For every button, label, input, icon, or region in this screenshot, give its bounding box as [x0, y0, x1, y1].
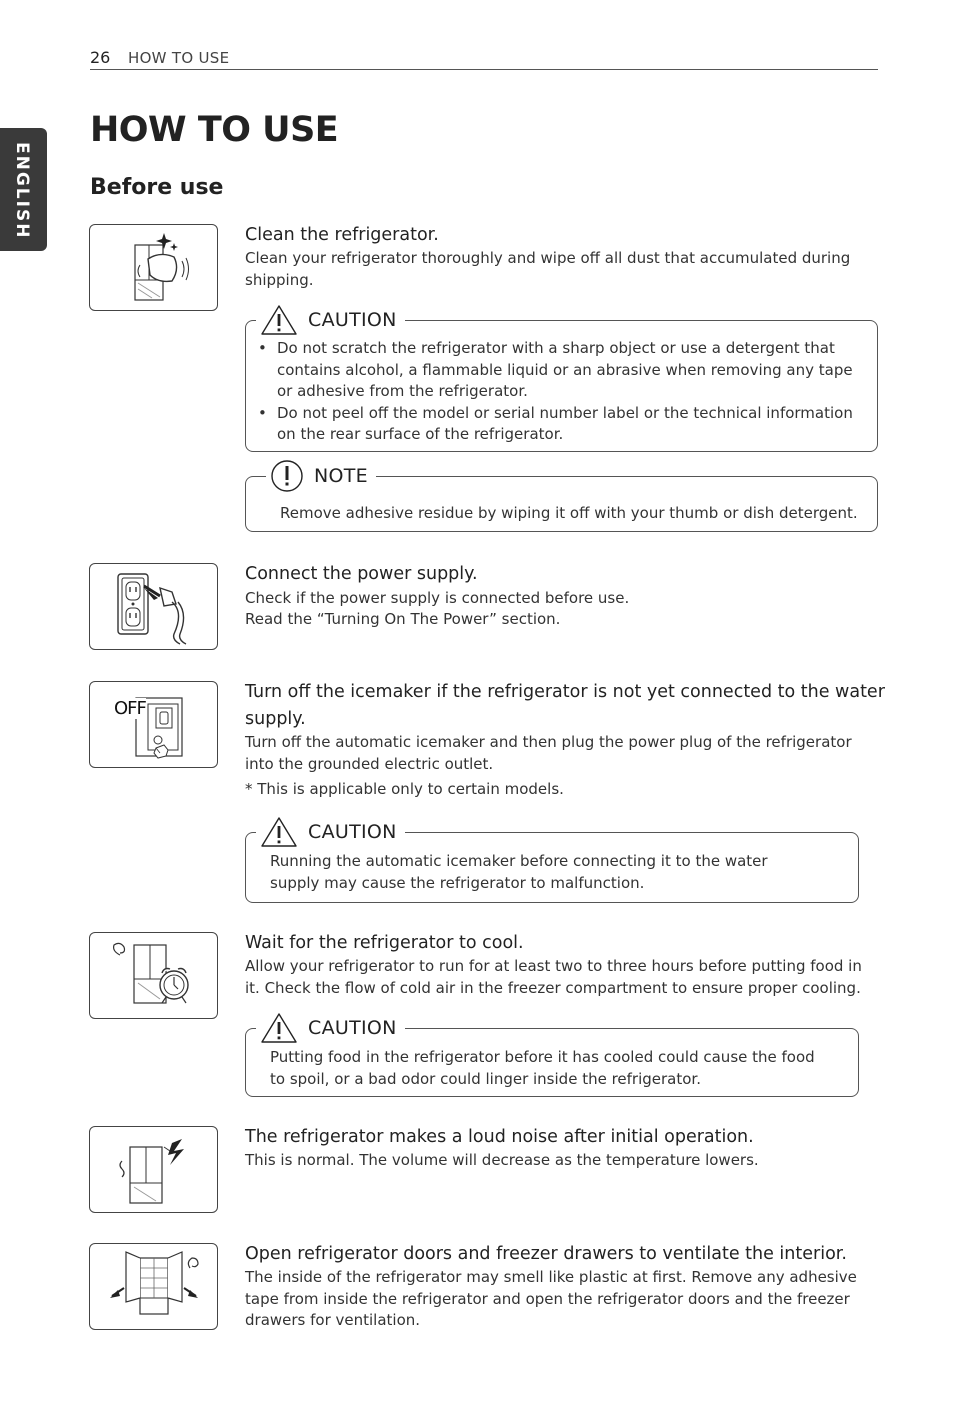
- item-title-power: Connect the power supply.: [245, 564, 478, 584]
- caution-body: Running the automatic icemaker before connecting it to the water supply may cause the refrigerator to malfunction.: [270, 852, 768, 892]
- item-title-clean: Clean the refrigerator.: [245, 225, 439, 245]
- caution-body: Putting food in the refrigerator before it has cooled could cause the food to spoil, or a bad odor could linger inside the refrigerator.: [270, 1048, 815, 1088]
- alarm-clock-icon: [90, 933, 217, 1018]
- item-text-ventilate: The inside of the refrigerator may smell like plastic at first. Remove any adhesive tape from inside the refrigerator and open the refrigerator doors and the freezer drawers for ventilation.: [245, 1268, 857, 1329]
- power-illustration: [89, 563, 218, 650]
- caution-box-2: [245, 821, 859, 903]
- page-header: [90, 48, 878, 70]
- caution-box-1: [245, 309, 878, 452]
- caution-label: CAUTION: [308, 1017, 397, 1039]
- caution-bullet: • Do not peel off the model or serial number label or the technical information on the rear surface of the refrigerator.: [270, 403, 859, 446]
- item-title-ventilate: Open refrigerator doors and freezer drawers to ventilate the interior.: [245, 1244, 847, 1264]
- exclamation-circle-icon: [270, 459, 304, 493]
- cool-illustration: [89, 932, 218, 1019]
- caution-header: [256, 1011, 405, 1045]
- noise-illustration: [89, 1126, 218, 1213]
- power-outlet-icon: [90, 564, 217, 649]
- item-title-icemaker: Turn off the icemaker if the refrigerator is not yet connected to the water supply.: [245, 682, 885, 729]
- note-body: Remove adhesive residue by wiping it off with your thumb or dish detergent.: [280, 504, 858, 522]
- page-number: 26: [90, 48, 111, 67]
- note-label: NOTE: [314, 465, 368, 487]
- page-title: HOW TO USE: [90, 110, 339, 150]
- note-box-1: [245, 465, 878, 532]
- language-tab-label: ENGLISH: [12, 142, 32, 240]
- section-title: Before use: [90, 175, 224, 200]
- note-header: [266, 459, 376, 493]
- item-text-power-1: Check if the power supply is connected before use.: [245, 589, 630, 607]
- warning-triangle-icon: [260, 1012, 298, 1044]
- item-title-cool: Wait for the refrigerator to cool.: [245, 933, 524, 953]
- warning-triangle-icon: [260, 304, 298, 336]
- cleaning-cloth-icon: [90, 225, 217, 310]
- item-text-power-2: Read the “Turning On The Power” section.: [245, 610, 561, 628]
- icemaker-icon: [90, 682, 217, 767]
- item-text-icemaker: Turn off the automatic icemaker and then plug the power plug of the refrigerator into the grounded electric outlet.: [245, 733, 852, 773]
- caution-body: [270, 338, 859, 446]
- caution-header: [256, 815, 405, 849]
- icemaker-illustration: [89, 681, 218, 768]
- caution-bullet: • Do not scratch the refrigerator with a sharp object or use a detergent that contains alcohol, a flammable liquid or an abrasive when removing any tape or adhesive from the refrigerator.: [270, 338, 859, 403]
- caution-header: [256, 303, 405, 337]
- item-footnote-icemaker: * This is applicable only to certain models.: [245, 780, 564, 798]
- item-title-noise: The refrigerator makes a loud noise after initial operation.: [245, 1127, 754, 1147]
- caution-label: CAUTION: [308, 309, 397, 331]
- off-label: OFF: [114, 698, 146, 719]
- caution-box-3: [245, 1017, 859, 1097]
- warning-triangle-icon: [260, 816, 298, 848]
- item-text-noise: This is normal. The volume will decrease as the temperature lowers.: [245, 1151, 759, 1169]
- item-text-clean: Clean your refrigerator thoroughly and wipe off all dust that accumulated during shipping.: [245, 249, 851, 289]
- header-section: HOW TO USE: [128, 49, 230, 67]
- clean-illustration: [89, 224, 218, 311]
- caution-label: CAUTION: [308, 821, 397, 843]
- language-tab: [0, 128, 47, 251]
- item-text-cool: Allow your refrigerator to run for at least two to three hours before putting food in it. Check the flow of cold air in the freezer compartment to ensure proper cooling.: [245, 957, 862, 997]
- ventilate-illustration: [89, 1243, 218, 1330]
- noise-icon: [90, 1127, 217, 1212]
- open-doors-icon: [90, 1244, 217, 1329]
